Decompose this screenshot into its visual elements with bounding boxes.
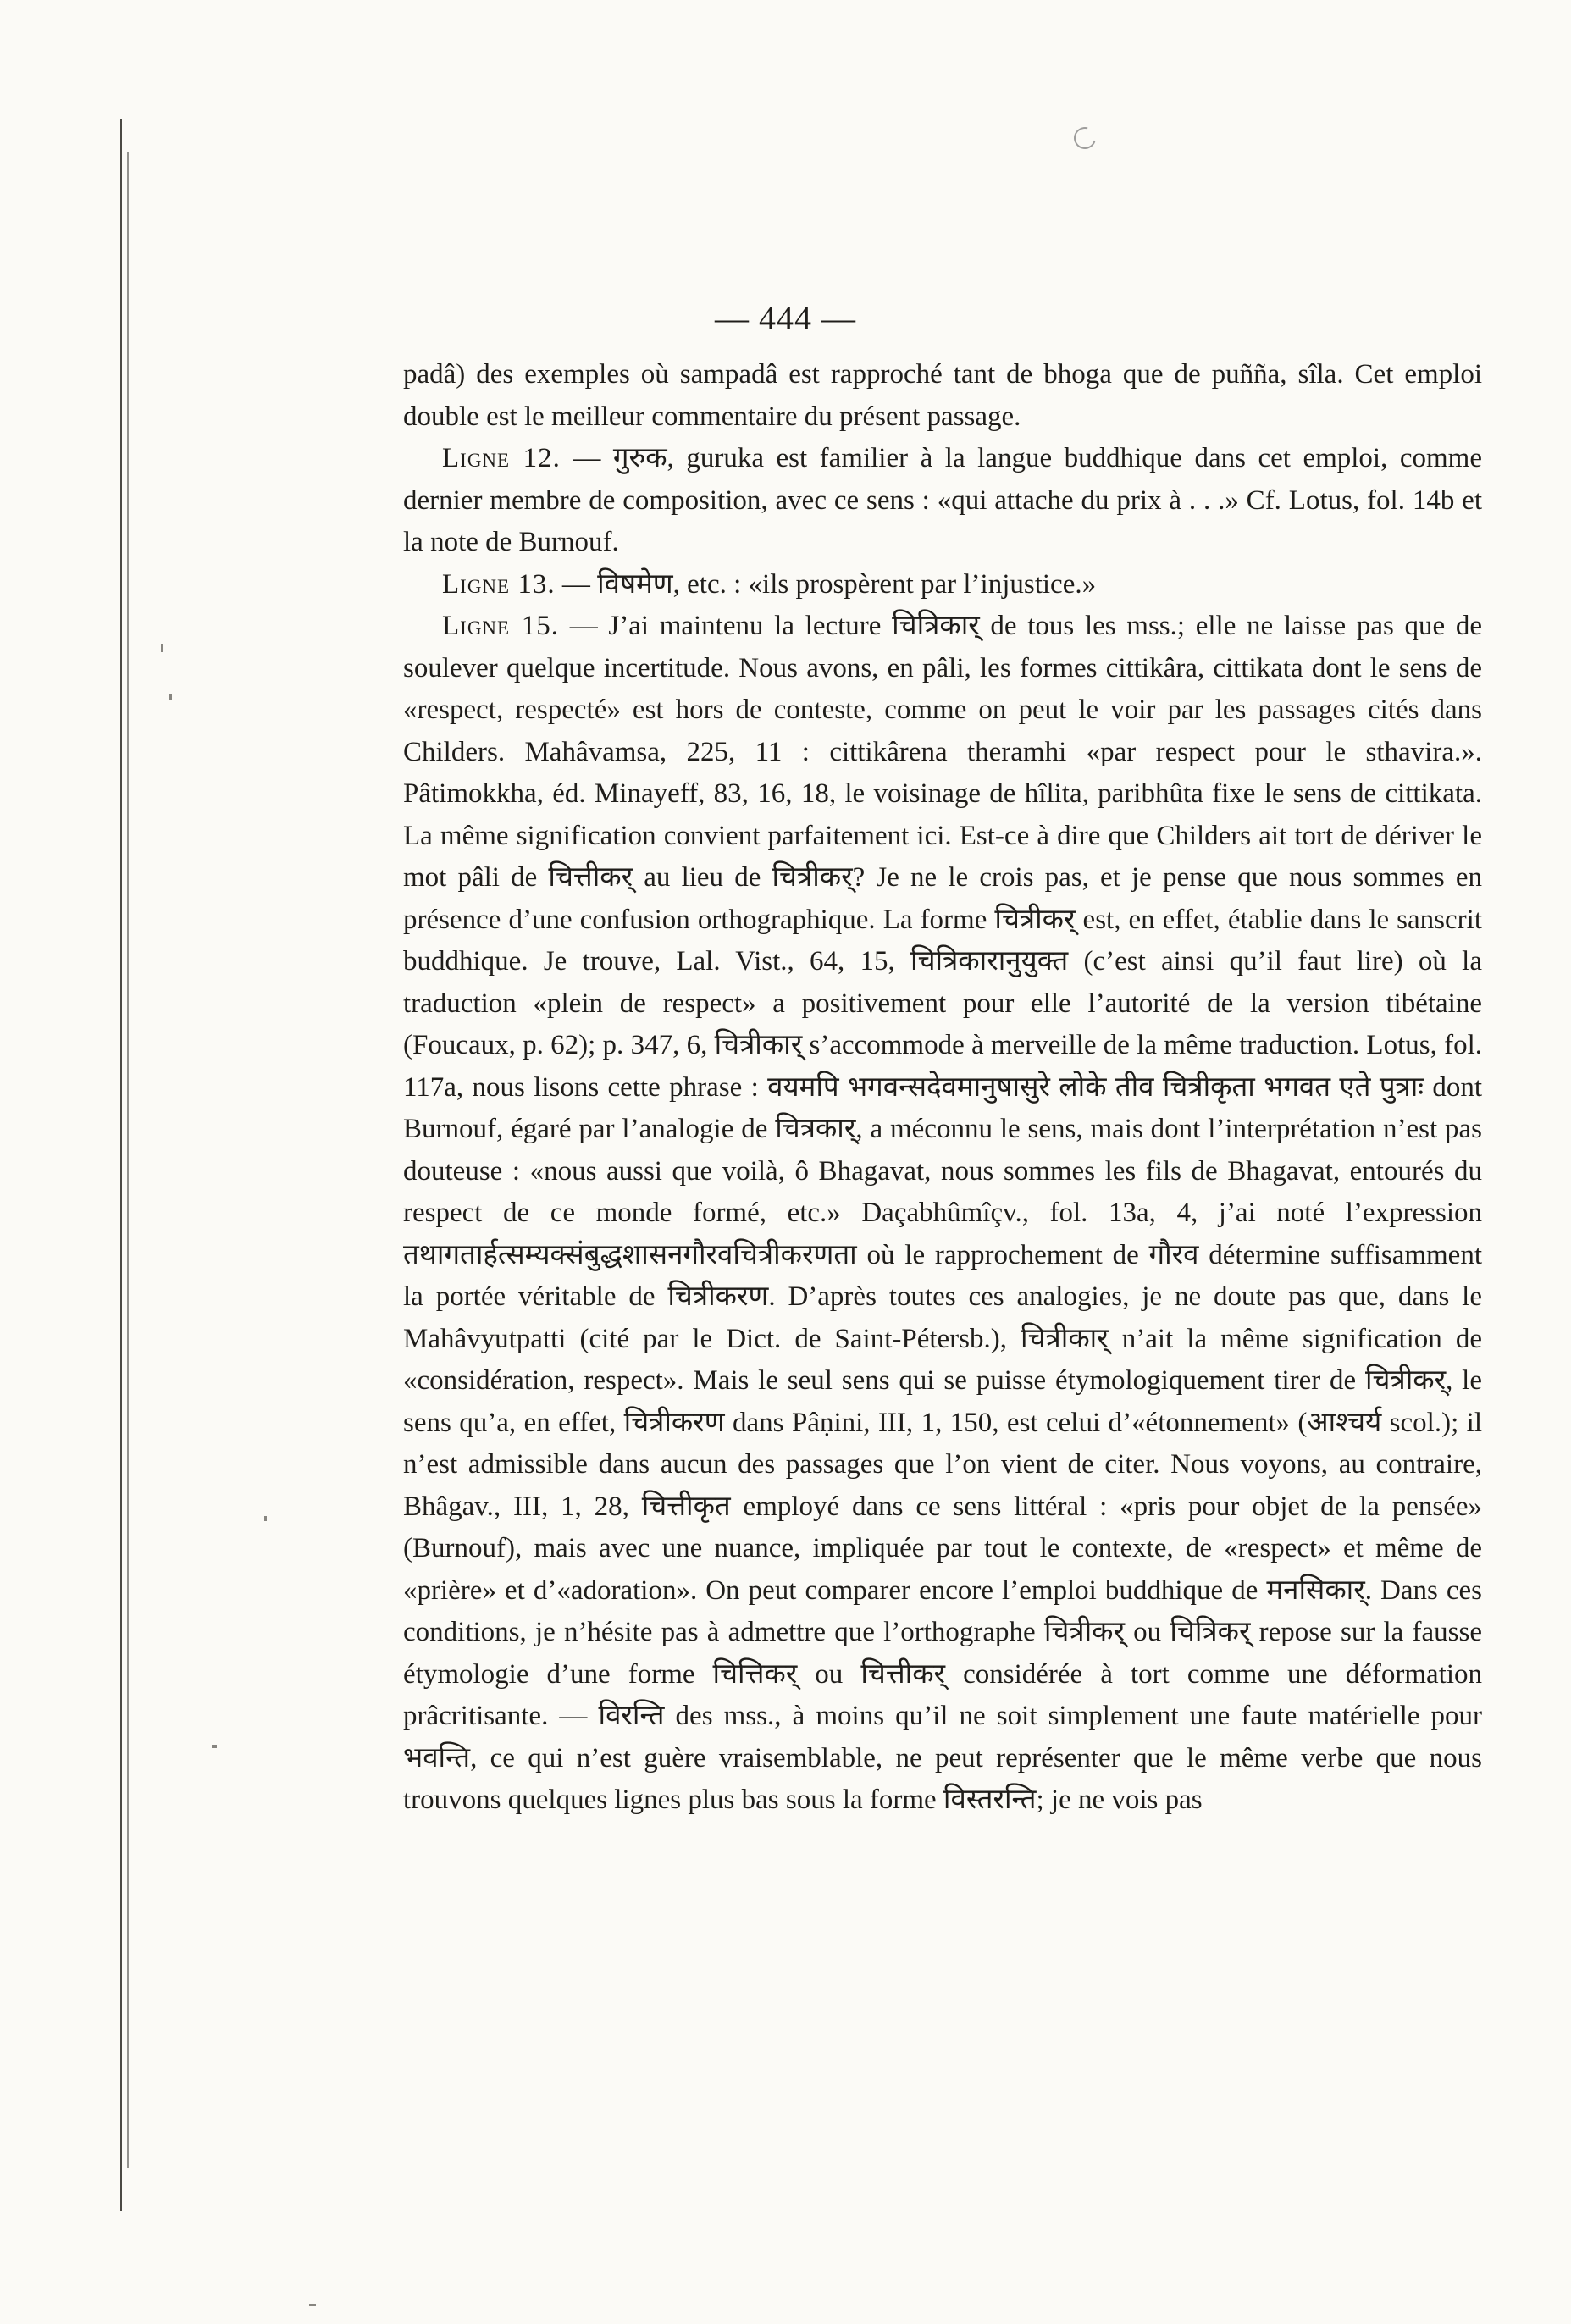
scan-speck — [169, 694, 172, 700]
paragraph-text: — गुरुक, guruka est familier à la langue buddhique dans cet emploi, comme dernier membre de composition, avec ce sens : «qui attache du prix à . . .» Cf. Lotus, fol. 14b et la note de Burnouf. — [403, 443, 1482, 557]
paragraph-text: — विषमेण, etc. : «ils prospèrent par l’injustice.» — [555, 568, 1097, 600]
paragraph — [403, 564, 1482, 606]
paragraph-text: padâ) des exemples où sampadâ est rapproché tant de bhoga que de puñña, sîla. Cet emploi double est le meilleur commentaire du présent passage. — [403, 359, 1482, 432]
paragraph-label: Ligne 12. — [442, 443, 561, 473]
binding-shadow-line — [120, 119, 122, 2211]
paragraph — [403, 354, 1482, 438]
scan-speck — [309, 2304, 316, 2306]
scan-speck — [161, 644, 163, 652]
scan-speck — [212, 1745, 217, 1748]
paragraph-label: Ligne 13. — [442, 568, 556, 600]
paragraph-text: — J’ai maintenu la lecture चित्रिकार् de tous les mss.; elle ne laisse pas que de soulever quelque incertitude. Nous avons, en pâli, les formes cittikâra, cittikata dont le sens de «respect, respecté» est hors de conteste, comme on peut le voir par les passages cités dans Childers. Mahâvamsa, 225, 11 : cittikârena theramhi «par respect pour le sthavira.». Pâtimokkha, éd. Minayeff, 83, 16, 18, le voisinage de hîlita, paribhûta fixe le sens de cittikata. La même signification convient parfaitement ici. Est-ce à dire que Childers ait tort de dériver le mot pâli de चित्तीकर् au lieu de चित्रीकर्? Je ne le crois pas, et je pense que nous sommes en présence d’une confusion orthographique. La forme चित्रीकर् est, en effet, établie dans le sanscrit buddhique. Je trouve, Lal. Vist., 64, 15, चित्रिकारानुयुक्त (c’est ainsi qu’il faut lire) où la traduction «plein de respect» a positivement pour elle l’autorité de la version tibétaine (Foucaux, p. 62); p. 347, 6, चित्रीकार् s’accommode à merveille de la même traduction. Lotus, fol. 117a, nous lisons cette phrase : वयमपि भगवन्सदेवमानुषासुरे लोके तीव चित्रीकृता भगवत एते पुत्राः dont Burnouf, égaré par l’analogie de चित्रकार्, a méconnu le sens, mais dont l’interprétation n’est pas douteuse : «nous aussi que voilà, ô Bhagavat, nous sommes les fils de Bhagavat, entourés du respect de ce monde formé, etc.» Daçabhûmîçv., fol. 13a, 4, j’ai noté l’expression तथागतार्हत्सम्यक्संबुद्धशासनगौरवचित्रीकरणता où le rapprochement de गौरव détermine suffisamment la portée véritable de चित्रीकरण. D’après toutes ces analogies, je ne doute pas que, dans le Mahâvyutpatti (cité par le Dict. de Saint-Pétersb.), चित्रीकार् n’ait la même signification de «considération, respect». Mais le seul sens qui se puisse étymologiquement tirer de चित्रीकर्, le sens qu’a, en effet, चित्रीकरण dans Pâṇini, III, 1, 150, est celui d’«étonnement» (आश्चर्य scol.); il n’est admissible dans aucun des passages que l’on vient de citer. Nous voyons, au contraire, Bhâgav., III, 1, 28, चित्तीकृत employé dans ce sens littéral : «pris pour objet de la pensée» (Burnouf), mais avec une nuance, impliquée par tout le contexte, de «respect» et même de «prière» et d’«adoration». On peut comparer encore l’emploi buddhique de मनसिकार्. Dans ces conditions, je n’hésite pas à admettre que l’orthographe चित्रीकर् ou चित्रिकर् repose sur la fausse étymologie d’une forme चित्तिकर् ou चित्तीकर् considérée à tort comme une déformation prâcritisante. — विरन्ति des mss., à moins qu’il ne soit simplement une faute matérielle pour भवन्ति, ce qui n’est guère vraisemblable, ne peut représenter que le même verbe que nous trouvons quelques lignes plus bas sous la forme विस्तरन्ति; je ne vois pas — [403, 611, 1482, 1815]
paragraph-label: Ligne 15. — [442, 611, 560, 641]
binding-shadow-line — [127, 152, 129, 2168]
paragraph — [403, 606, 1482, 1822]
page-number: — 444 — — [715, 299, 856, 337]
body-text — [403, 354, 1482, 1822]
scan-mark — [1070, 123, 1100, 153]
paragraph — [403, 438, 1482, 564]
scan-speck — [264, 1516, 267, 1521]
